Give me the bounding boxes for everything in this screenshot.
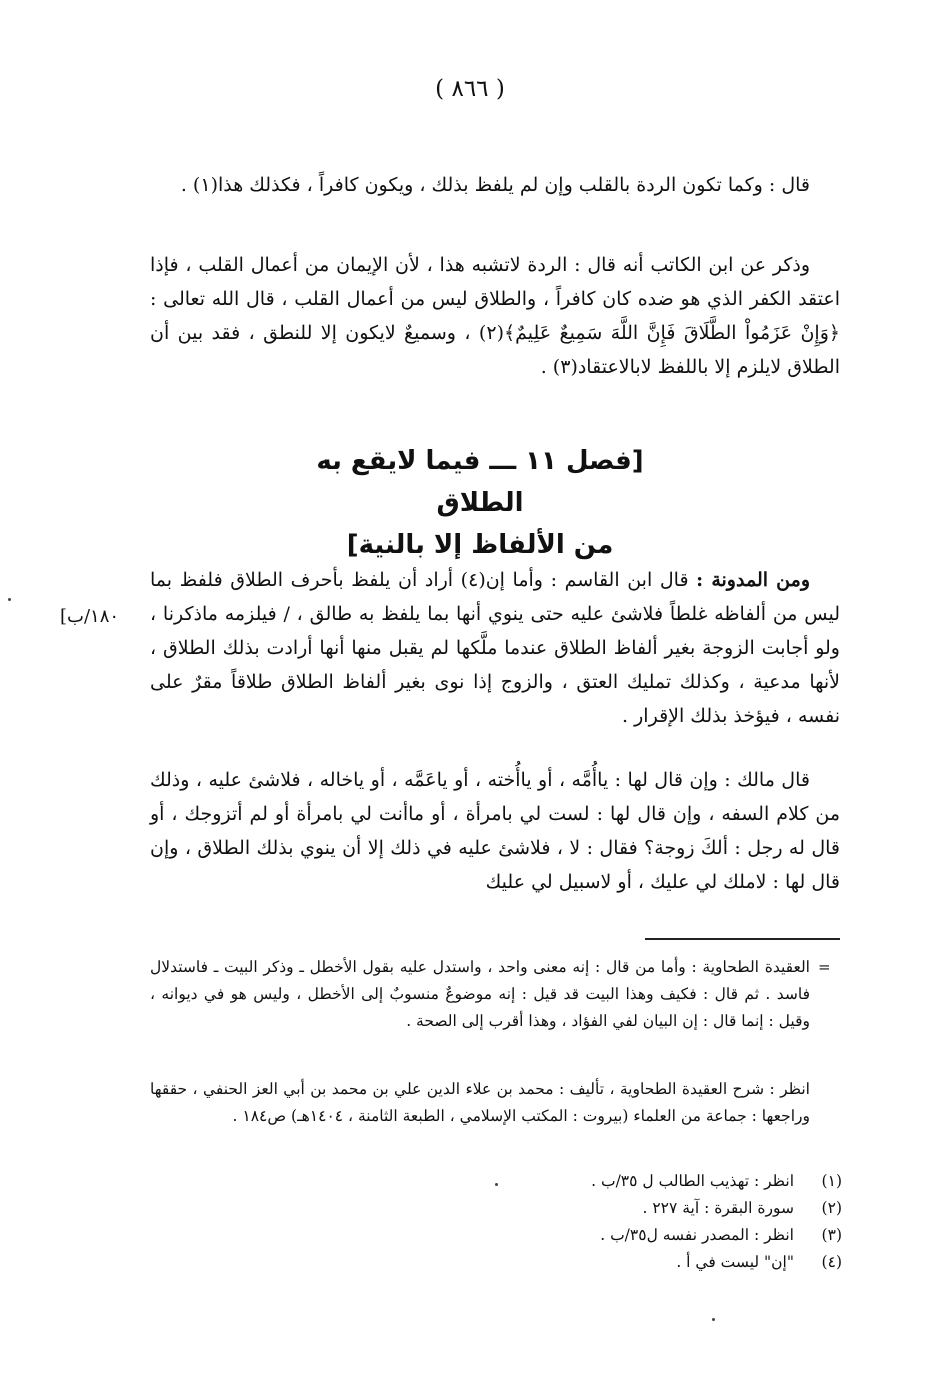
page-number: ( ٨٦٦ ) [435, 76, 505, 102]
footnote-item [230, 1249, 842, 1276]
footnote-list [230, 1168, 842, 1276]
footnote-text: انظر : المصدر نفسه ل٣٥/ب . [600, 1226, 794, 1244]
footnote-number: (٣) [821, 1226, 842, 1244]
footnote-number: (١) [821, 1172, 842, 1190]
footnote-continuation-text-1: العقيدة الطحاوية : وأما من قال : إنه معنى واحد ، واستدل عليه بقول الأخطل ـ وذكر البيت ـ فاستدلال فاسد . ثم قال : فكيف وهذا البيت قد قيل : إنه موضوعٌ منسوبٌ إلى الأخطل ، وليس هو في ديوانه ، وقيل : إنما قال : إن البيان لفي الفؤاد ، وهذا أقرب إلى الصحة . [150, 958, 810, 1030]
footnote-continuation-mark: = [818, 958, 831, 976]
footnote-item [230, 1168, 842, 1195]
footnote-text: انظر : تهذيب الطالب ل ٣٥/ب . [591, 1172, 794, 1190]
section-heading [270, 440, 690, 566]
section-heading-line-2: من الألفاظ إلا بالنية] [346, 530, 614, 560]
footnote-continuation-text-2: انظر : شرح العقيدة الطحاوية ، تأليف : محمد بن علاء الدين علي بن محمد بن أبي العز الحنفي ، حققها وراجعها : جماعة من العلماء (بيروت : المكتب الإسلامي ، الطبعة الثامنة ، ١٤٠٤هـ) ص١٨٤ . [150, 1080, 810, 1125]
scan-speck [8, 598, 11, 601]
footnote-text: سورة البقرة : آية ٢٢٧ . [642, 1199, 794, 1217]
paragraph-3-lead: ومن المدونة : [696, 569, 810, 591]
footnote-item [230, 1195, 842, 1222]
scan-speck [712, 1318, 715, 1321]
footnote-number: (٤) [821, 1253, 842, 1271]
footnote-number: (٢) [821, 1199, 842, 1217]
paragraph-1: قال : وكما تكون الردة بالقلب وإن لم يلفظ بذلك ، ويكون كافراً ، فكذلك هذا(١) . [180, 174, 810, 196]
paragraph-4: قال مالك : وإن قال لها : ياأُمَّه ، أو ياأُخته ، أو ياعَمَّه ، أو ياخاله ، فلاشئ عليه ، وذلك من كلام السفه ، وإن قال لها : لست لي بامرأة ، أو ماأنت لي بامرأة أو لم أتزوجك ، أو قال له رجل : ألكَ زوجة؟ فقال : لا ، فلاشئ عليه في ذلك إلا أن ينوي بذلك الطلاق ، وإن قال لها : لاملك لي عليك ، أو لاسبيل لي عليك [150, 769, 840, 893]
footnote-divider [645, 938, 840, 940]
footnote-item [230, 1222, 842, 1249]
manuscript-folio-note: [١٨٠/ب [60, 606, 120, 627]
paragraph-3-text: قال ابن القاسم : وأما إن(٤) أراد أن يلفظ بأحرف الطلاق فلفظ بما ليس من ألفاظه غلطاً فلاشئ عليه حتى ينوي أنها بما يلفظ به طالق ، / فيلزمه ماذكرنا ، ولو أجابت الزوجة بغير ألفاظ الطلاق عندما ملَّكها لم يقبل منها أنها أرادت بذلك الطلاق ، لأنها مدعية ، وكذلك تمليك العتق ، والزوج إذا نوى بغير ألفاظ الطلاق طلاقاً مقرٌ على نفسه ، فيؤخذ بذلك الإقرار . [150, 569, 840, 727]
paragraph-3 [150, 563, 840, 733]
scan-speck [495, 1183, 498, 1186]
section-heading-line-1: [فصل ١١ ـــ فيما لايقع به الطلاق [316, 446, 644, 518]
paragraph-2: وذكر عن ابن الكاتب أنه قال : الردة لاتشبه هذا ، لأن الإيمان من أعمال القلب ، فإذا اعتقد الكفر الذي هو ضده كان كافراً ، والطلاق ليس من أعمال القلب ، قال الله تعالى : ﴿وَإِنْ عَزَمُواْ الطَّلَاقَ فَإِنَّ اللَّهَ سَمِيعٌ عَلِيمٌ﴾(٢) ، وسميعٌ لايكون إلا للنطق ، فقد بين أن الطلاق لايلزم إلا باللفظ لابالاعتقاد(٣) . [150, 254, 840, 378]
footnote-text: "إن" ليست في أ . [676, 1253, 794, 1271]
